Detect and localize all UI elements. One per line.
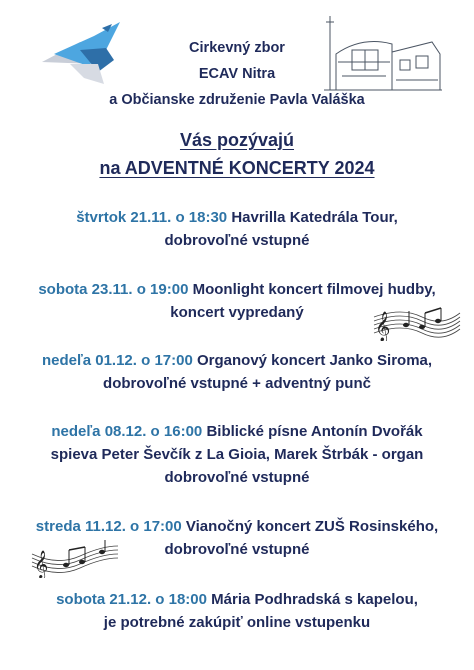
event-datetime: sobota 23.11. o 19:00	[38, 281, 189, 298]
organizer-line-2: ECAV Nitra	[198, 66, 276, 82]
event-title: Mária Podhradská s kapelou,	[211, 591, 418, 608]
event-detail: dobrovoľné vstupné	[164, 541, 310, 558]
event-detail: spieva Peter Ševčík z La Gioia, Marek Štrbák - organ	[50, 446, 424, 463]
event-item	[0, 588, 474, 634]
svg-text:𝄞: 𝄞	[34, 550, 49, 578]
event-datetime: nedeľa 08.12. o 16:00	[51, 423, 203, 440]
event-detail: koncert vypredaný	[170, 304, 304, 321]
concerts-title: na ADVENTNÉ KONCERTY 2024	[99, 158, 375, 178]
event-datetime: štvrtok 21.11. o 18:30	[76, 209, 228, 226]
event-title: Organový koncert Janko Siroma,	[196, 352, 433, 369]
event-title: Vianočný koncert ZUŠ Rosinského,	[185, 518, 439, 535]
music-notes-icon	[30, 538, 120, 578]
svg-text:𝄞: 𝄞	[375, 312, 391, 341]
event-item	[0, 206, 474, 252]
event-datetime: streda 11.12. o 17:00	[35, 518, 182, 535]
event-detail: dobrovoľné vstupné + adventný punč	[103, 375, 371, 392]
organizer-line-3: a Občianske združenie Pavla Valáška	[109, 92, 365, 108]
event-detail: dobrovoľné vstupné	[164, 232, 310, 249]
event-detail: dobrovoľné vstupné	[164, 469, 310, 486]
event-item	[0, 420, 474, 489]
event-item	[0, 349, 474, 395]
event-title: Havrilla Katedrála Tour,	[231, 209, 398, 226]
event-title: Biblické písne Antonín Dvořák	[206, 423, 423, 440]
organizer-line-1: Cirkevný zbor	[189, 40, 285, 56]
event-datetime: nedeľa 01.12. o 17:00	[41, 352, 193, 369]
music-notes-icon	[372, 303, 462, 341]
event-detail: je potrebné zakúpiť online vstupenku	[103, 614, 371, 631]
invitation-title: Vás pozývajú	[179, 130, 295, 150]
event-title: Moonlight koncert filmovej hudby,	[192, 281, 436, 298]
event-datetime: sobota 21.12. o 18:00	[56, 591, 207, 608]
